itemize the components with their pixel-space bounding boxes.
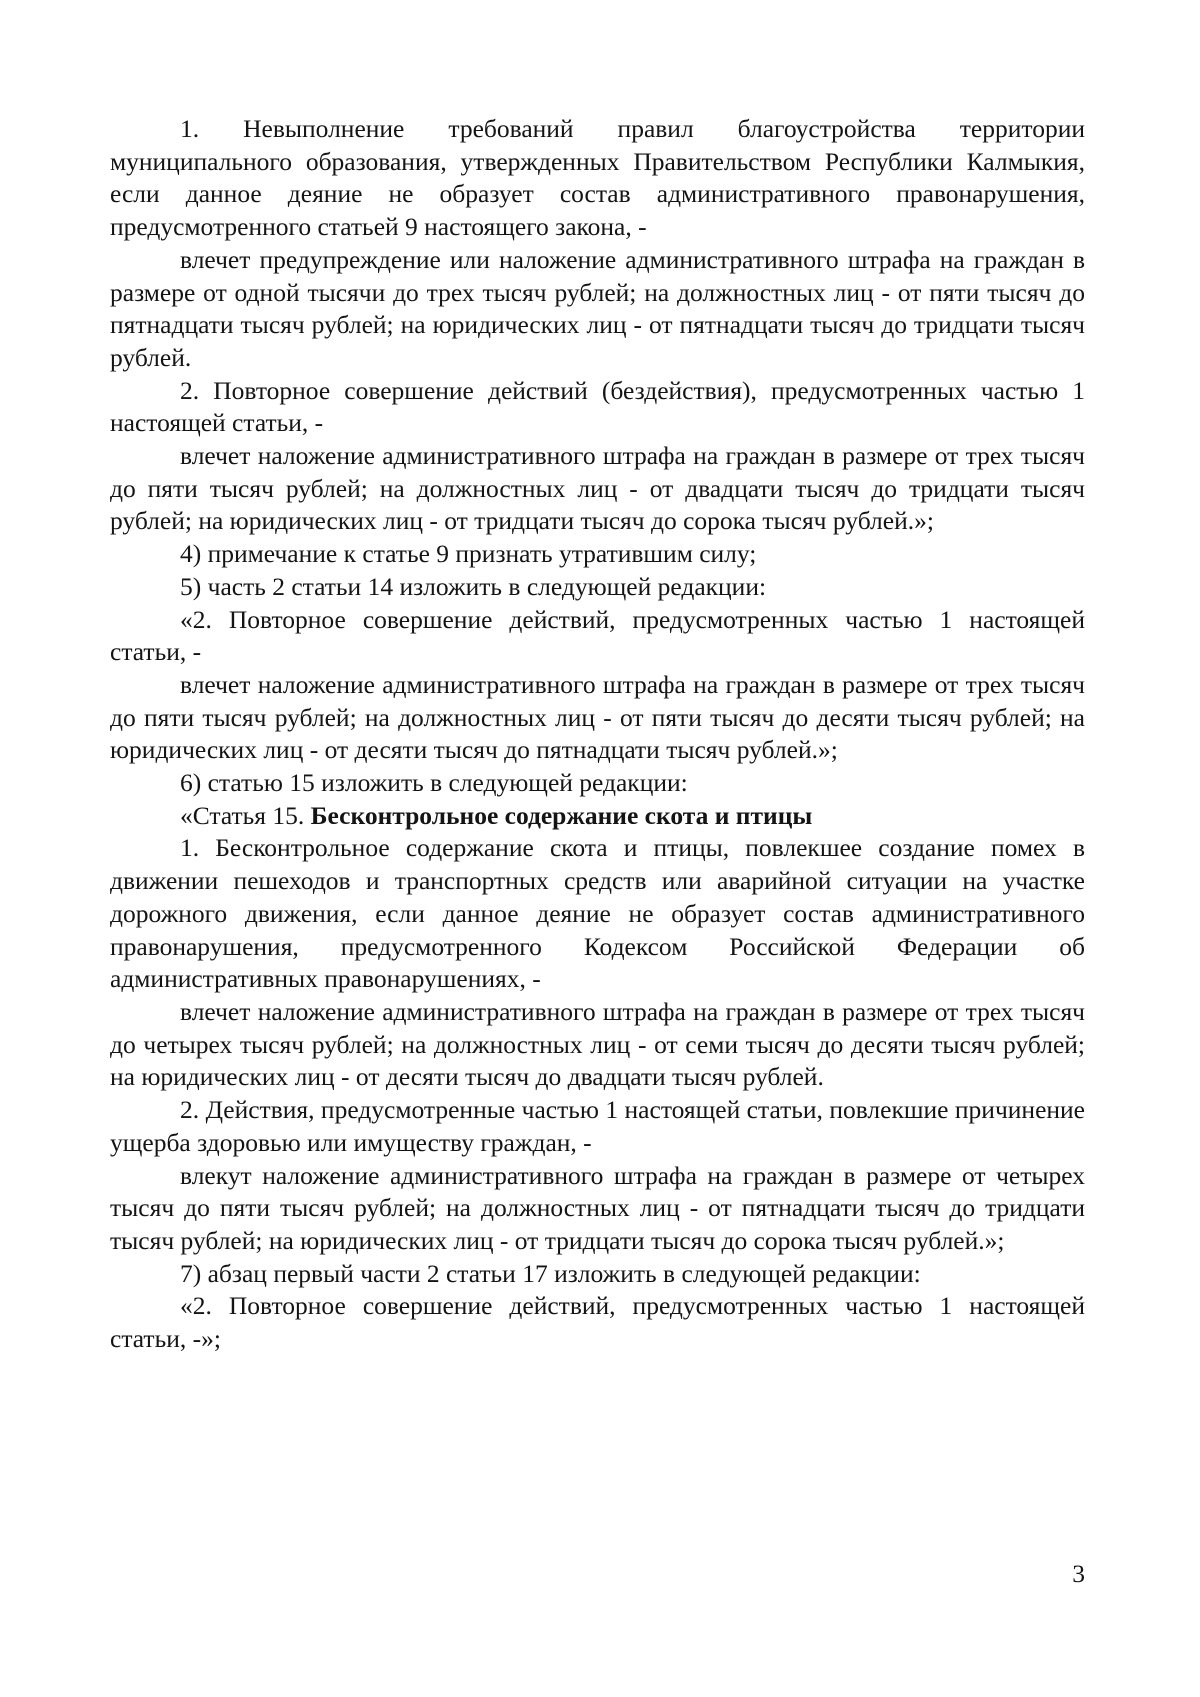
paragraph: 2. Повторное совершение действий (бездействия), предусмотренных частью 1 настоящей статьи, - [110, 375, 1085, 438]
article-heading [110, 800, 1085, 833]
paragraph: 5) часть 2 статьи 14 изложить в следующей редакции: [180, 571, 767, 601]
paragraph: 1. Бесконтрольное содержание скота и птицы, повлекшее создание помех в движении пешеходов и транспортных средств или аварийной ситуации на участке дорожного движения, если данное деяние не образует состав административного правонарушения, предусмотренного Кодексом Российской Федерации об административных правонарушениях, - [110, 833, 1085, 994]
paragraph: 7) абзац первый части 2 статьи 17 изложить в следующей редакции: [180, 1258, 921, 1288]
page-number: 3 [1072, 1559, 1085, 1588]
article-heading-title: Бесконтрольное содержание скота и птицы [310, 800, 813, 830]
document-body [110, 113, 1085, 1356]
paragraph: влечет наложение административного штрафа на граждан в размере от трех тысяч до пяти тысяч рублей; на должностных лиц - от двадцати тысяч до тридцати тысяч рублей; на юридических лиц - от тридцати тысяч до сорока тысяч рублей.»; [110, 441, 1085, 536]
paragraph: влечет наложение административного штрафа на граждан в размере от трех тысяч до четырех тысяч рублей; на должностных лиц - от семи тысяч до десяти тысяч рублей; на юридических лиц - от десяти тысяч до двадцати тысяч рублей. [110, 996, 1085, 1092]
paragraph: 1. Невыполнение требований правил благоустройства территории муниципального образования, утвержденных Правительством Республики Калмыкия, если данное деяние не образует состав административного правонарушения, предусмотренного статьей 9 настоящего закона, - [110, 114, 1085, 242]
paragraph: 2. Действия, предусмотренные частью 1 настоящей статьи, повлекшие причинение ущерба здоровью или имуществу граждан, - [110, 1095, 1085, 1157]
article-heading-prefix: «Статья 15. [180, 800, 311, 830]
paragraph: 4) примечание к статье 9 признать утратившим силу; [180, 539, 757, 569]
paragraph: влечет наложение административного штрафа на граждан в размере от трех тысяч до пяти тысяч рублей; на должностных лиц - от пяти тысяч до десяти тысяч рублей; на юридических лиц - от десяти тысяч до пятнадцати тысяч рублей.»; [110, 669, 1085, 765]
paragraph: «2. Повторное совершение действий, предусмотренных частью 1 настоящей статьи, - [110, 604, 1085, 667]
paragraph: влекут наложение административного штрафа на граждан в размере от четырех тысяч до пяти тысяч рублей; на должностных лиц - от пятнадцати тысяч до тридцати тысяч рублей; на юридических лиц - от тридцати тысяч до сорока тысяч рублей.»; [110, 1160, 1085, 1255]
paragraph: влечет предупреждение или наложение административного штрафа на граждан в размере от одной тысячи до трех тысяч рублей; на должностных лиц - от пяти тысяч до пятнадцати тысяч рублей; на юридических лиц - от пятнадцати тысяч до тридцати тысяч рублей. [110, 244, 1085, 372]
paragraph: «2. Повторное совершение действий, предусмотренных частью 1 настоящей статьи, -»; [110, 1291, 1085, 1354]
paragraph: 6) статью 15 изложить в следующей редакции: [180, 768, 688, 798]
